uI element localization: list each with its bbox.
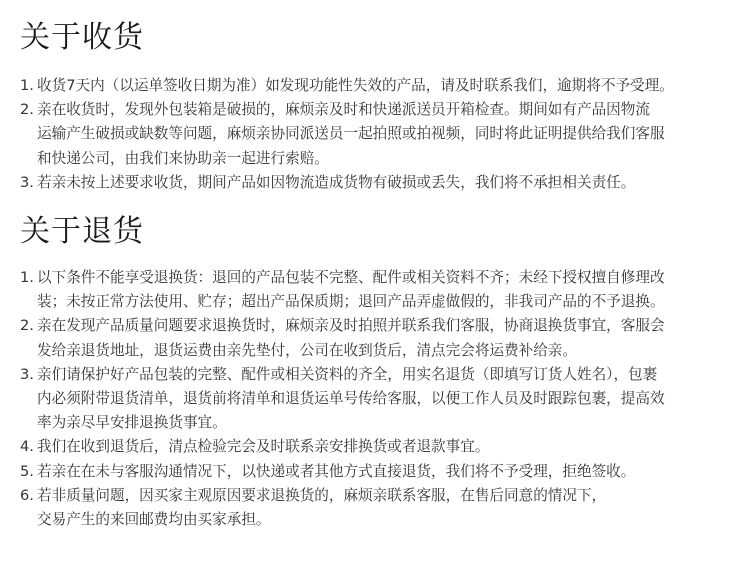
list-item <box>20 314 735 362</box>
list-item-text: 率为亲尽早安排退换货事宜。 <box>37 414 227 432</box>
list-item-text: 以下条件不能享受退换货：退回的产品包装不完整、配件或相关资料不齐；未经下授权擅自修理改 <box>37 269 665 286</box>
list-item-text: 若亲在在未与客服沟通情况下，以快递或者其他方式直接退货，我们将不予受理，拒绝签收。 <box>37 462 636 480</box>
receive-title: 关于收货 <box>20 20 144 55</box>
list-item-text: 若非质量问题，因买家主观原因要求退换货的，麻烦亲联系客服，在售后同意的情况下， <box>37 486 607 504</box>
receive-section <box>20 18 735 195</box>
list-item-text: 发给亲退货地址，退货运费由亲先垫付，公司在收到货后，清点完会将运费补给亲。 <box>37 341 577 359</box>
list-item-text: 内必须附带退货清单，退货前将清单和退货运单号传给客服，以便工作人员及时跟踪包裹，提高效 <box>37 390 665 408</box>
list-item-number: 5. <box>20 462 34 480</box>
return-section <box>20 212 735 532</box>
list-item <box>20 363 735 436</box>
list-item-number: 3. <box>20 173 34 191</box>
list-item-text: 亲在收货时，发现外包装箱是破损的，麻烦亲及时和快递派送员开箱检查。期间如有产品因物流 <box>37 101 650 119</box>
list-item-text: 亲们请保护好产品包装的完整、配件或相关资料的齐全，用实名退货（即填写订货人姓名），包裹 <box>37 365 658 383</box>
list-item-text: 交易产生的来回邮费均由买家承担。 <box>37 511 271 529</box>
list-item-number: 2. <box>20 317 34 335</box>
list-item-text: 和快递公司，由我们来协助亲一起进行索赔。 <box>37 149 329 167</box>
list-item-number: 1. <box>20 77 34 94</box>
list-item <box>20 435 735 459</box>
list-item <box>20 266 735 314</box>
list-item-number: 1. <box>20 269 34 286</box>
list-item-text: 若亲未按上述要求收货，期间产品如因物流造成货物有破损或丢失，我们将不承担相关责任。 <box>37 173 636 191</box>
list-item <box>20 98 735 171</box>
list-item-number: 4. <box>20 438 34 456</box>
list-item <box>20 484 735 532</box>
list-item-number: 6. <box>20 486 34 504</box>
list-item <box>20 460 735 484</box>
return-list <box>20 266 735 532</box>
list-item <box>20 171 735 195</box>
list-item-text: 装；未按正常方法使用、贮存；超出产品保质期；退回产品弄虚做假的，非我司产品的不予退换。 <box>37 293 665 311</box>
list-item-text: 我们在收到退货后，清点检验完会及时联系亲安排换货或者退款事宜。 <box>37 438 490 456</box>
list-item-text: 收货7天内（以运单签收日期为准）如发现功能性失效的产品，请及时联系我们，逾期将不予受理。 <box>37 77 674 94</box>
receive-list <box>20 74 735 195</box>
list-item-number: 3. <box>20 365 34 383</box>
list-item <box>20 74 735 98</box>
list-item-number: 2. <box>20 101 34 119</box>
list-item-text: 亲在发现产品质量问题要求退换货时，麻烦亲及时拍照并联系我们客服，协商退换货事宜，客服会 <box>37 317 665 335</box>
return-title: 关于退货 <box>20 214 144 249</box>
list-item-text: 运输产生破损或缺数等问题，麻烦亲协同派送员一起拍照或拍视频，同时将此证明提供给我们客服 <box>37 125 665 143</box>
